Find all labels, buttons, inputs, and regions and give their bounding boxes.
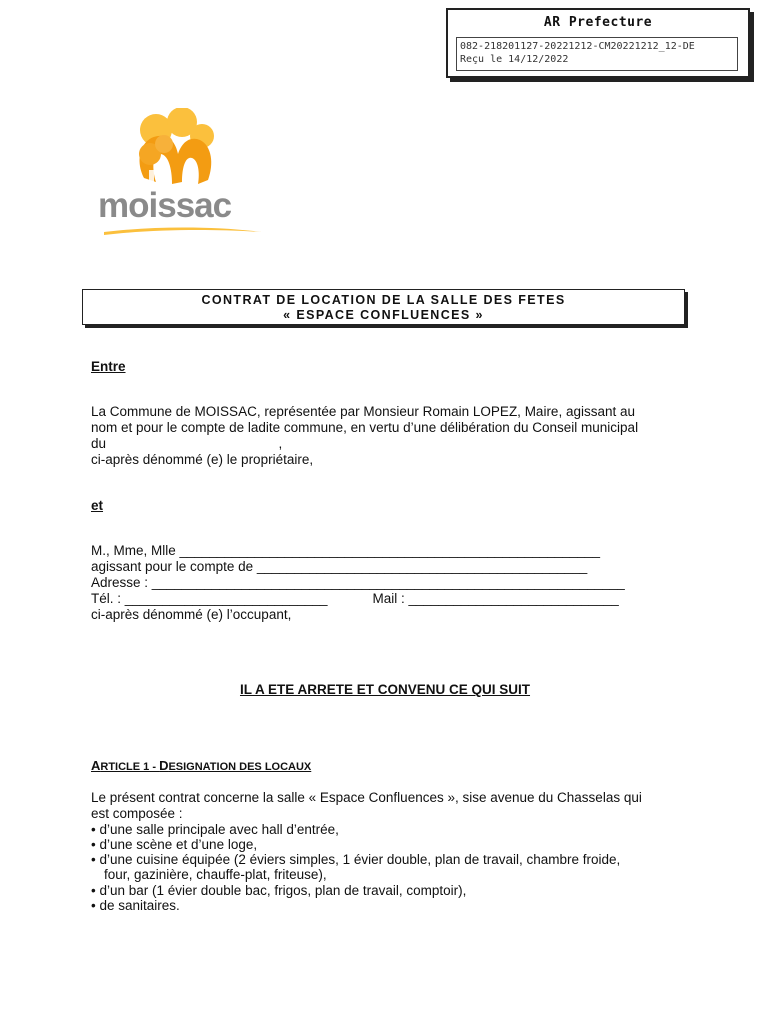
article-1-intro-2: est composée : <box>91 806 183 821</box>
occupant-designation: ci-après dénommé (e) l’occupant, <box>91 607 292 622</box>
contract-title-line2: « ESPACE CONFLUENCES » <box>283 308 484 322</box>
article-1-intro-1: Le présent contrat concerne la salle « Espace Confluences », sise avenue du Chasselas qui <box>91 790 642 805</box>
article-1-item: • d’un bar (1 évier double bac, frigos, plan de travail, comptoir), <box>91 883 467 898</box>
occupant-behalf-field: agissant pour le compte de ____________________________________________ <box>91 559 588 574</box>
contract-title-line1: CONTRAT DE LOCATION DE LA SALLE DES FETES <box>201 293 566 307</box>
et-heading: et <box>91 498 104 513</box>
article-1-item: • d’une salle principale avec hall d’entrée, <box>91 822 339 837</box>
stamp-title: AR Prefecture <box>543 15 653 30</box>
stamp-received-date: Reçu le 14/12/2022 <box>460 54 569 65</box>
article-1-item: • d’une cuisine équipée (2 éviers simples, 1 évier double, plan de travail, chambre froide, <box>91 852 621 867</box>
stamp-reference: 082-218201127-20221212-CM20221212_12-DE <box>460 41 695 52</box>
stamp-details <box>456 37 738 71</box>
article-1-item: • d’une scène et d’une loge, <box>91 837 258 852</box>
article-1-heading: ARTICLE 1 - DESIGNATION DES LOCAUX <box>91 758 312 773</box>
article-1-item-continued: four, gazinière, chauffe-plat, friteuse), <box>104 867 327 882</box>
article-1-item: • de sanitaires. <box>91 898 180 913</box>
entre-line-1: La Commune de MOISSAC, représentée par Monsieur Romain LOPEZ, Maire, agissant au <box>91 404 635 419</box>
logo-wordmark: moissac <box>98 186 232 225</box>
entre-line-2: nom et pour le compte de ladite commune, en vertu d’une délibération du Conseil municipal <box>91 420 639 435</box>
contract-title-box <box>82 289 685 325</box>
agreement-heading: IL A ETE ARRETE ET CONVENU CE QUI SUIT <box>239 682 531 697</box>
occupant-phone-mail-field: Tél. : ___________________________ Mail : ____________________________ <box>91 591 619 606</box>
entre-heading: Entre <box>91 359 126 374</box>
entre-line-4: ci-après dénommé (e) le propriétaire, <box>91 452 314 467</box>
occupant-name-field: M., Mme, Mlle ________________________________________________________ <box>91 543 600 558</box>
ar-prefecture-stamp <box>446 8 750 78</box>
occupant-address-field: Adresse : _______________________________________________________________ <box>91 575 625 590</box>
entre-line-3: du , <box>91 436 283 451</box>
